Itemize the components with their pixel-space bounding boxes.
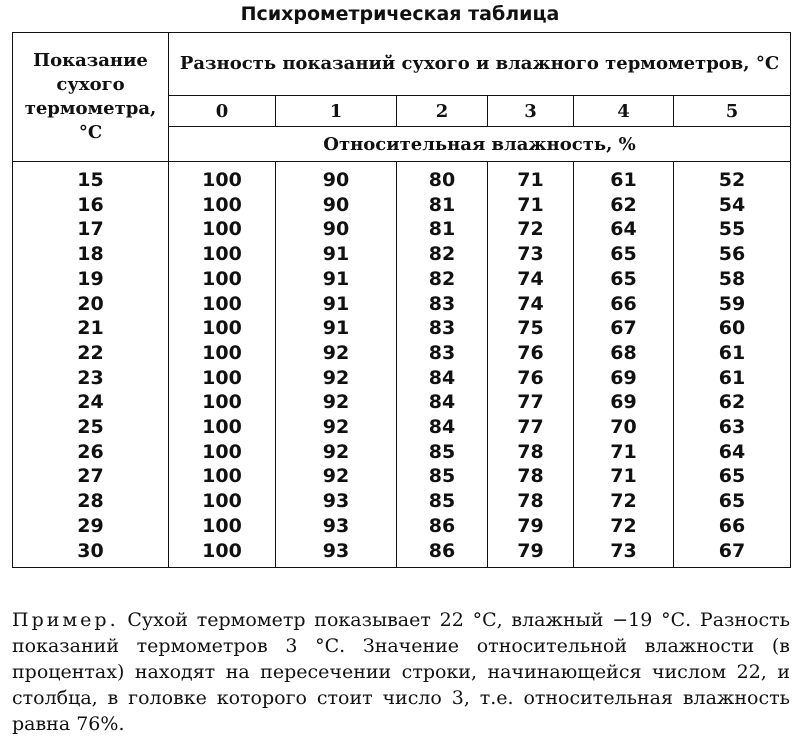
humidity-cell: 92 [276,390,397,415]
humidity-cell: 65 [574,267,674,292]
humidity-cell: 100 [169,489,276,514]
dry-temperature-cell: 29 [13,514,169,539]
humidity-cell: 79 [488,539,574,568]
humidity-cell: 71 [488,162,574,193]
table-row [13,366,791,391]
table-row [13,415,791,440]
humidity-cell: 92 [276,440,397,465]
humidity-cell: 93 [276,539,397,568]
humidity-cell: 73 [574,539,674,568]
humidity-cell: 100 [169,316,276,341]
humidity-cell: 92 [276,415,397,440]
humidity-cell: 100 [169,267,276,292]
humidity-cell: 86 [397,539,488,568]
humidity-cell: 81 [397,193,488,218]
diff-column-header: 1 [276,96,397,127]
humidity-cell: 85 [397,464,488,489]
dry-temperature-cell: 19 [13,267,169,292]
humidity-cell: 78 [488,464,574,489]
humidity-cell: 86 [397,514,488,539]
humidity-cell: 92 [276,366,397,391]
humidity-cell: 84 [397,366,488,391]
humidity-cell: 72 [488,217,574,242]
humidity-cell: 100 [169,366,276,391]
table-row [13,341,791,366]
humidity-cell: 73 [488,242,574,267]
table-row [13,514,791,539]
humidity-cell: 66 [574,292,674,317]
humidity-cell: 59 [674,292,791,317]
humidity-cell: 91 [276,267,397,292]
humidity-cell: 67 [574,316,674,341]
humidity-cell: 64 [674,440,791,465]
humidity-cell: 78 [488,489,574,514]
humidity-cell: 83 [397,341,488,366]
humidity-cell: 85 [397,489,488,514]
humidity-cell: 72 [574,514,674,539]
table-row [13,489,791,514]
dry-temperature-cell: 25 [13,415,169,440]
dry-temperature-cell: 30 [13,539,169,568]
humidity-cell: 79 [488,514,574,539]
dry-temperature-cell: 18 [13,242,169,267]
table-row [13,292,791,317]
table-row [13,162,791,193]
humidity-cell: 91 [276,316,397,341]
humidity-cell: 100 [169,415,276,440]
humidity-cell: 100 [169,193,276,218]
dry-temperature-cell: 17 [13,217,169,242]
humidity-cell: 90 [276,162,397,193]
humidity-cell: 100 [169,341,276,366]
humidity-cell: 100 [169,217,276,242]
humidity-cell: 68 [574,341,674,366]
dry-temperature-cell: 16 [13,193,169,218]
example-lead: Пример. [12,609,119,631]
humidity-header: Относительная влажность, % [169,127,791,162]
diff-column-header: 0 [169,96,276,127]
humidity-cell: 64 [574,217,674,242]
dry-temperature-cell: 22 [13,341,169,366]
humidity-cell: 90 [276,217,397,242]
table-row [13,193,791,218]
humidity-cell: 52 [674,162,791,193]
humidity-cell: 61 [574,162,674,193]
humidity-cell: 62 [574,193,674,218]
humidity-cell: 71 [574,440,674,465]
humidity-cell: 100 [169,539,276,568]
humidity-cell: 76 [488,366,574,391]
humidity-cell: 74 [488,267,574,292]
dry-temperature-cell: 23 [13,366,169,391]
humidity-cell: 82 [397,242,488,267]
humidity-cell: 69 [574,366,674,391]
table-row [13,242,791,267]
example-text: Сухой термометр показывает 22 °С, влажный −19 °С. Разность показаний термометров 3 °С. Значение относительной влажности (в процентах) находят на пересечении строки, начинающейся числом 22, и столбца, в головке которого стоит число 3, т.е. относительная влажность равна 76%. [12,609,790,735]
humidity-cell: 74 [488,292,574,317]
humidity-cell: 75 [488,316,574,341]
humidity-cell: 92 [276,341,397,366]
diff-column-header: 2 [397,96,488,127]
humidity-cell: 54 [674,193,791,218]
humidity-cell: 83 [397,316,488,341]
humidity-cell: 100 [169,292,276,317]
table-row [13,390,791,415]
humidity-cell: 92 [276,464,397,489]
humidity-cell: 58 [674,267,791,292]
humidity-cell: 80 [397,162,488,193]
humidity-cell: 61 [674,341,791,366]
dry-temperature-cell: 20 [13,292,169,317]
table-row [13,217,791,242]
humidity-cell: 60 [674,316,791,341]
humidity-cell: 71 [574,464,674,489]
humidity-cell: 65 [674,464,791,489]
diff-column-header: 4 [574,96,674,127]
humidity-cell: 100 [169,514,276,539]
humidity-cell: 93 [276,514,397,539]
humidity-cell: 62 [674,390,791,415]
table-row [13,316,791,341]
table-row [13,267,791,292]
humidity-cell: 71 [488,193,574,218]
humidity-cell: 84 [397,415,488,440]
humidity-cell: 76 [488,341,574,366]
humidity-cell: 55 [674,217,791,242]
humidity-cell: 66 [674,514,791,539]
humidity-cell: 65 [574,242,674,267]
humidity-cell: 70 [574,415,674,440]
table-row [13,464,791,489]
dry-temperature-cell: 27 [13,464,169,489]
humidity-cell: 83 [397,292,488,317]
humidity-cell: 77 [488,415,574,440]
dry-temperature-cell: 28 [13,489,169,514]
humidity-cell: 82 [397,267,488,292]
humidity-cell: 84 [397,390,488,415]
humidity-cell: 61 [674,366,791,391]
humidity-cell: 100 [169,390,276,415]
humidity-cell: 100 [169,440,276,465]
humidity-cell: 65 [674,489,791,514]
diff-column-header: 3 [488,96,574,127]
humidity-cell: 93 [276,489,397,514]
humidity-cell: 69 [574,390,674,415]
dry-temperature-cell: 26 [13,440,169,465]
diff-column-header: 5 [674,96,791,127]
humidity-cell: 100 [169,464,276,489]
humidity-cell: 67 [674,539,791,568]
humidity-cell: 72 [574,489,674,514]
humidity-cell: 85 [397,440,488,465]
psychrometric-table [12,32,791,568]
dry-thermometer-header: Показание сухого термометра, °С [13,33,169,162]
humidity-cell: 100 [169,242,276,267]
dry-temperature-cell: 21 [13,316,169,341]
dry-temperature-cell: 24 [13,390,169,415]
humidity-cell: 77 [488,390,574,415]
humidity-cell: 100 [169,162,276,193]
difference-header: Разность показаний сухого и влажного термометров, °С [169,33,791,96]
table-row [13,440,791,465]
page-title: Психрометрическая таблица [240,3,560,25]
table-row [13,539,791,568]
humidity-cell: 56 [674,242,791,267]
humidity-cell: 81 [397,217,488,242]
example-note [12,607,790,737]
humidity-cell: 90 [276,193,397,218]
humidity-cell: 91 [276,292,397,317]
humidity-cell: 91 [276,242,397,267]
dry-temperature-cell: 15 [13,162,169,193]
humidity-cell: 78 [488,440,574,465]
humidity-cell: 63 [674,415,791,440]
